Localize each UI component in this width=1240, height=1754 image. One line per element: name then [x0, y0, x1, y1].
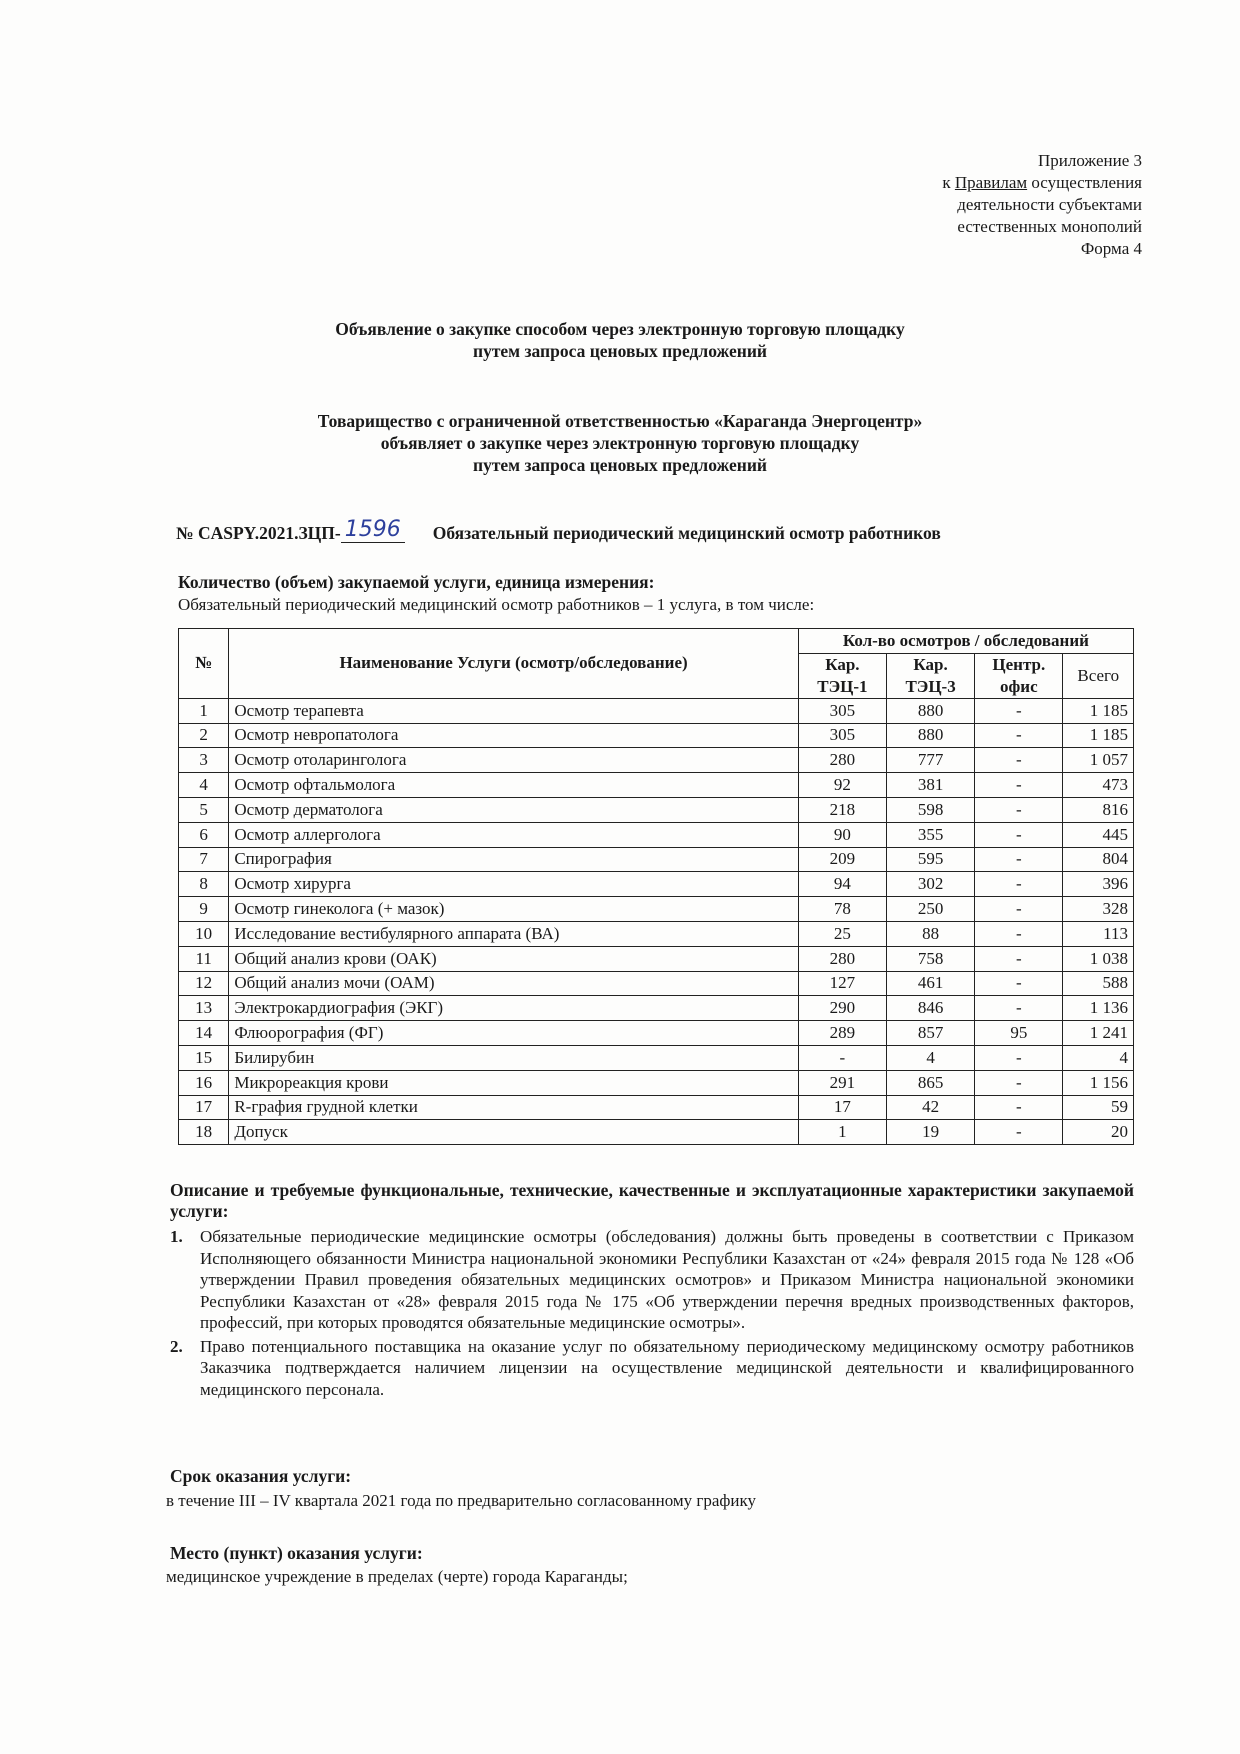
description-heading: Описание и требуемые функциональные, технические, качественные и эксплуатационные характеристики закупаемой услуги:: [170, 1180, 1134, 1221]
row-tec3-count: 4: [886, 1045, 974, 1070]
row-number: 1: [179, 698, 229, 723]
row-service-name: Осмотр хирурга: [229, 872, 798, 897]
row-tec1-count: 90: [798, 822, 886, 847]
table-row: [179, 723, 1134, 748]
row-total: 1 038: [1063, 946, 1134, 971]
row-number: 7: [179, 847, 229, 872]
row-service-name: Микрореакция крови: [229, 1070, 798, 1095]
appendix-line-4: естественных монополий: [957, 217, 1142, 236]
lot-prefix: № CASPY.2021.ЗЦП-: [176, 523, 341, 543]
lot-number-handwritten: 1596: [341, 517, 405, 543]
table-row: [179, 897, 1134, 922]
row-total: 1 241: [1063, 1021, 1134, 1046]
row-tec1-count: 280: [798, 748, 886, 773]
row-office-count: -: [975, 1045, 1063, 1070]
row-tec1-count: 17: [798, 1095, 886, 1120]
row-service-name: Общий анализ мочи (ОАМ): [229, 971, 798, 996]
row-tec3-count: 19: [886, 1120, 974, 1145]
row-service-name: Осмотр дерматолога: [229, 797, 798, 822]
row-tec3-count: 880: [886, 723, 974, 748]
row-service-name: Исследование вестибулярного аппарата (ВА): [229, 921, 798, 946]
term-text: в течение III – IV квартала 2021 года по предварительно согласованному графику: [166, 1491, 757, 1510]
row-office-count: 95: [975, 1021, 1063, 1046]
table-row: [179, 872, 1134, 897]
header-count-group: Кол-во осмотров / обследований: [798, 629, 1133, 654]
table-row: [179, 1021, 1134, 1046]
row-tec3-count: 355: [886, 822, 974, 847]
row-service-name: R-графия грудной клетки: [229, 1095, 798, 1120]
row-tec3-count: 461: [886, 971, 974, 996]
row-tec3-count: 857: [886, 1021, 974, 1046]
appendix-header: [742, 150, 1142, 260]
row-number: 9: [179, 897, 229, 922]
row-office-count: -: [975, 797, 1063, 822]
appendix-line-3: деятельности субъектами: [957, 195, 1142, 214]
row-total: 20: [1063, 1120, 1134, 1145]
row-tec1-count: -: [798, 1045, 886, 1070]
header-tec3-line-1: Кар.: [913, 654, 948, 674]
table-row: [179, 1045, 1134, 1070]
organization-line-1: Товарищество с ограниченной ответственностью «Караганда Энергоцентр»: [317, 411, 923, 431]
quantity-subtext: Обязательный периодический медицинский осмотр работников – 1 услуга, в том числе:: [178, 595, 815, 614]
row-tec1-count: 305: [798, 723, 886, 748]
row-office-count: -: [975, 847, 1063, 872]
row-office-count: -: [975, 773, 1063, 798]
row-office-count: -: [975, 872, 1063, 897]
row-number: 10: [179, 921, 229, 946]
header-tec3-line-2: ТЭЦ-3: [905, 676, 956, 696]
row-tec3-count: 42: [886, 1095, 974, 1120]
header-tec3: [886, 653, 974, 698]
table-row: [179, 996, 1134, 1021]
row-tec3-count: 598: [886, 797, 974, 822]
announcement-title: [0, 318, 1240, 362]
table-row: [179, 921, 1134, 946]
row-total: 113: [1063, 921, 1134, 946]
header-tec1-line-1: Кар.: [825, 654, 860, 674]
row-office-count: -: [975, 822, 1063, 847]
row-number: 18: [179, 1120, 229, 1145]
row-office-count: -: [975, 698, 1063, 723]
table-row: [179, 1120, 1134, 1145]
row-office-count: -: [975, 748, 1063, 773]
organization-line-2: объявляет о закупке через электронную торговую площадку: [380, 433, 860, 453]
table-row: [179, 971, 1134, 996]
row-tec1-count: 290: [798, 996, 886, 1021]
row-number: 14: [179, 1021, 229, 1046]
row-number: 3: [179, 748, 229, 773]
row-tec1-count: 305: [798, 698, 886, 723]
header-total: Всего: [1063, 653, 1134, 698]
description-list: [170, 1226, 1134, 1402]
row-tec1-count: 280: [798, 946, 886, 971]
row-number: 11: [179, 946, 229, 971]
row-total: 1 185: [1063, 698, 1134, 723]
appendix-form-number: Форма 4: [1080, 239, 1142, 258]
row-number: 4: [179, 773, 229, 798]
row-office-count: -: [975, 971, 1063, 996]
rules-link[interactable]: Правилам: [954, 173, 1028, 192]
row-total: 4: [1063, 1045, 1134, 1070]
row-tec1-count: 1: [798, 1120, 886, 1145]
description-item-2-number: 2.: [170, 1336, 183, 1356]
place-text: медицинское учреждение в пределах (черте) города Караганды;: [166, 1567, 628, 1586]
row-office-count: -: [975, 897, 1063, 922]
row-service-name: Электрокардиография (ЭКГ): [229, 996, 798, 1021]
row-service-name: Флюорография (ФГ): [229, 1021, 798, 1046]
row-total: 59: [1063, 1095, 1134, 1120]
row-tec3-count: 302: [886, 872, 974, 897]
table-row: [179, 1095, 1134, 1120]
row-office-count: -: [975, 1070, 1063, 1095]
row-total: 328: [1063, 897, 1134, 922]
row-office-count: -: [975, 1120, 1063, 1145]
header-service-name: Наименование Услуги (осмотр/обследование): [229, 629, 798, 699]
row-tec1-count: 78: [798, 897, 886, 922]
row-total: 816: [1063, 797, 1134, 822]
row-tec1-count: 127: [798, 971, 886, 996]
row-office-count: -: [975, 946, 1063, 971]
row-office-count: -: [975, 996, 1063, 1021]
table-row: [179, 822, 1134, 847]
appendix-line-1: Приложение 3: [1038, 151, 1142, 170]
row-tec3-count: 777: [886, 748, 974, 773]
row-tec1-count: 218: [798, 797, 886, 822]
row-service-name: Осмотр невропатолога: [229, 723, 798, 748]
table-row: [179, 847, 1134, 872]
place-heading: Место (пункт) оказания услуги:: [170, 1543, 423, 1563]
header-tec1-line-2: ТЭЦ-1: [817, 676, 868, 696]
row-tec3-count: 88: [886, 921, 974, 946]
appendix-line-2-suffix: осуществления: [1027, 173, 1142, 192]
row-service-name: Спирография: [229, 847, 798, 872]
row-service-name: Билирубин: [229, 1045, 798, 1070]
header-no: №: [179, 629, 229, 699]
row-total: 1 136: [1063, 996, 1134, 1021]
term-heading: Срок оказания услуги:: [170, 1466, 352, 1486]
row-tec1-count: 289: [798, 1021, 886, 1046]
row-tec1-count: 209: [798, 847, 886, 872]
row-total: 1 057: [1063, 748, 1134, 773]
appendix-line-2: [742, 172, 1142, 194]
lot-line: [176, 517, 941, 546]
row-tec1-count: 92: [798, 773, 886, 798]
row-tec3-count: 595: [886, 847, 974, 872]
table-row: [179, 698, 1134, 723]
quantity-heading: Количество (объем) закупаемой услуги, единица измерения:: [178, 572, 655, 592]
row-tec3-count: 250: [886, 897, 974, 922]
row-number: 6: [179, 822, 229, 847]
description-item-1-number: 1.: [170, 1227, 183, 1246]
row-service-name: Осмотр аллерголога: [229, 822, 798, 847]
table-header-row-1: [179, 629, 1134, 654]
row-number: 15: [179, 1045, 229, 1070]
table-row: [179, 797, 1134, 822]
table-row: [179, 1070, 1134, 1095]
table-row: [179, 748, 1134, 773]
header-office-line-2: офис: [1000, 676, 1038, 696]
row-total: 1 156: [1063, 1070, 1134, 1095]
row-total: 588: [1063, 971, 1134, 996]
row-service-name: Осмотр офтальмолога: [229, 773, 798, 798]
table-body: [179, 698, 1134, 1144]
row-service-name: Допуск: [229, 1120, 798, 1145]
row-service-name: Общий анализ крови (ОАК): [229, 946, 798, 971]
row-total: 804: [1063, 847, 1134, 872]
title-line-2: путем запроса ценовых предложений: [472, 341, 767, 361]
row-number: 8: [179, 872, 229, 897]
row-total: 445: [1063, 822, 1134, 847]
row-service-name: Осмотр отоларинголога: [229, 748, 798, 773]
row-number: 5: [179, 797, 229, 822]
row-tec3-count: 865: [886, 1070, 974, 1095]
row-tec3-count: 381: [886, 773, 974, 798]
row-tec1-count: 25: [798, 921, 886, 946]
row-office-count: -: [975, 723, 1063, 748]
services-table: [178, 628, 1134, 1145]
title-line-1: Объявление о закупке способом через электронную торговую площадку: [335, 319, 905, 339]
lot-name: Обязательный периодический медицинский осмотр работников: [432, 523, 941, 543]
row-office-count: -: [975, 921, 1063, 946]
header-office-line-1: Центр.: [992, 654, 1046, 674]
table-row: [179, 946, 1134, 971]
row-number: 12: [179, 971, 229, 996]
row-service-name: Осмотр терапевта: [229, 698, 798, 723]
row-number: 13: [179, 996, 229, 1021]
description-item-1-text: Обязательные периодические медицинские осмотры (обследования) должны быть проведены в соответствии с Приказом Исполняющего обязанности Министра национальной экономики Республики Казахстан от «24» февраля 2015 года № 128 «Об утверждении Правил проведения обязательных медицинских осмотров» и Приказом Министра национальной экономики Республики Казахстан от «28» февраля 2015 года № 175 «Об утверждении перечня вредных производственных факторов, профессий, при которых проводятся обязательные медицинские осмотры».: [200, 1227, 1134, 1332]
header-central-office: [975, 653, 1063, 698]
row-total: 396: [1063, 872, 1134, 897]
row-tec1-count: 94: [798, 872, 886, 897]
row-tec3-count: 758: [886, 946, 974, 971]
row-number: 17: [179, 1095, 229, 1120]
row-total: 1 185: [1063, 723, 1134, 748]
appendix-line-2-prefix: к: [942, 173, 955, 192]
description-item-2-text: Право потенциального поставщика на оказание услуг по обязательному периодическому медицинскому осмотру работников Заказчика подтверждается наличием лицензии на осуществление медицинской деятельности и квалифицированного медицинского персонала.: [200, 1336, 1134, 1399]
row-tec3-count: 880: [886, 698, 974, 723]
row-office-count: -: [975, 1095, 1063, 1120]
description-item-1: [170, 1226, 1134, 1334]
row-number: 2: [179, 723, 229, 748]
organization-block: [0, 410, 1240, 476]
row-total: 473: [1063, 773, 1134, 798]
row-service-name: Осмотр гинеколога (+ мазок): [229, 897, 798, 922]
organization-line-3: путем запроса ценовых предложений: [472, 455, 767, 475]
header-tec1: [798, 653, 886, 698]
row-tec3-count: 846: [886, 996, 974, 1021]
row-number: 16: [179, 1070, 229, 1095]
description-item-2: [170, 1336, 1134, 1401]
table-row: [179, 773, 1134, 798]
row-tec1-count: 291: [798, 1070, 886, 1095]
